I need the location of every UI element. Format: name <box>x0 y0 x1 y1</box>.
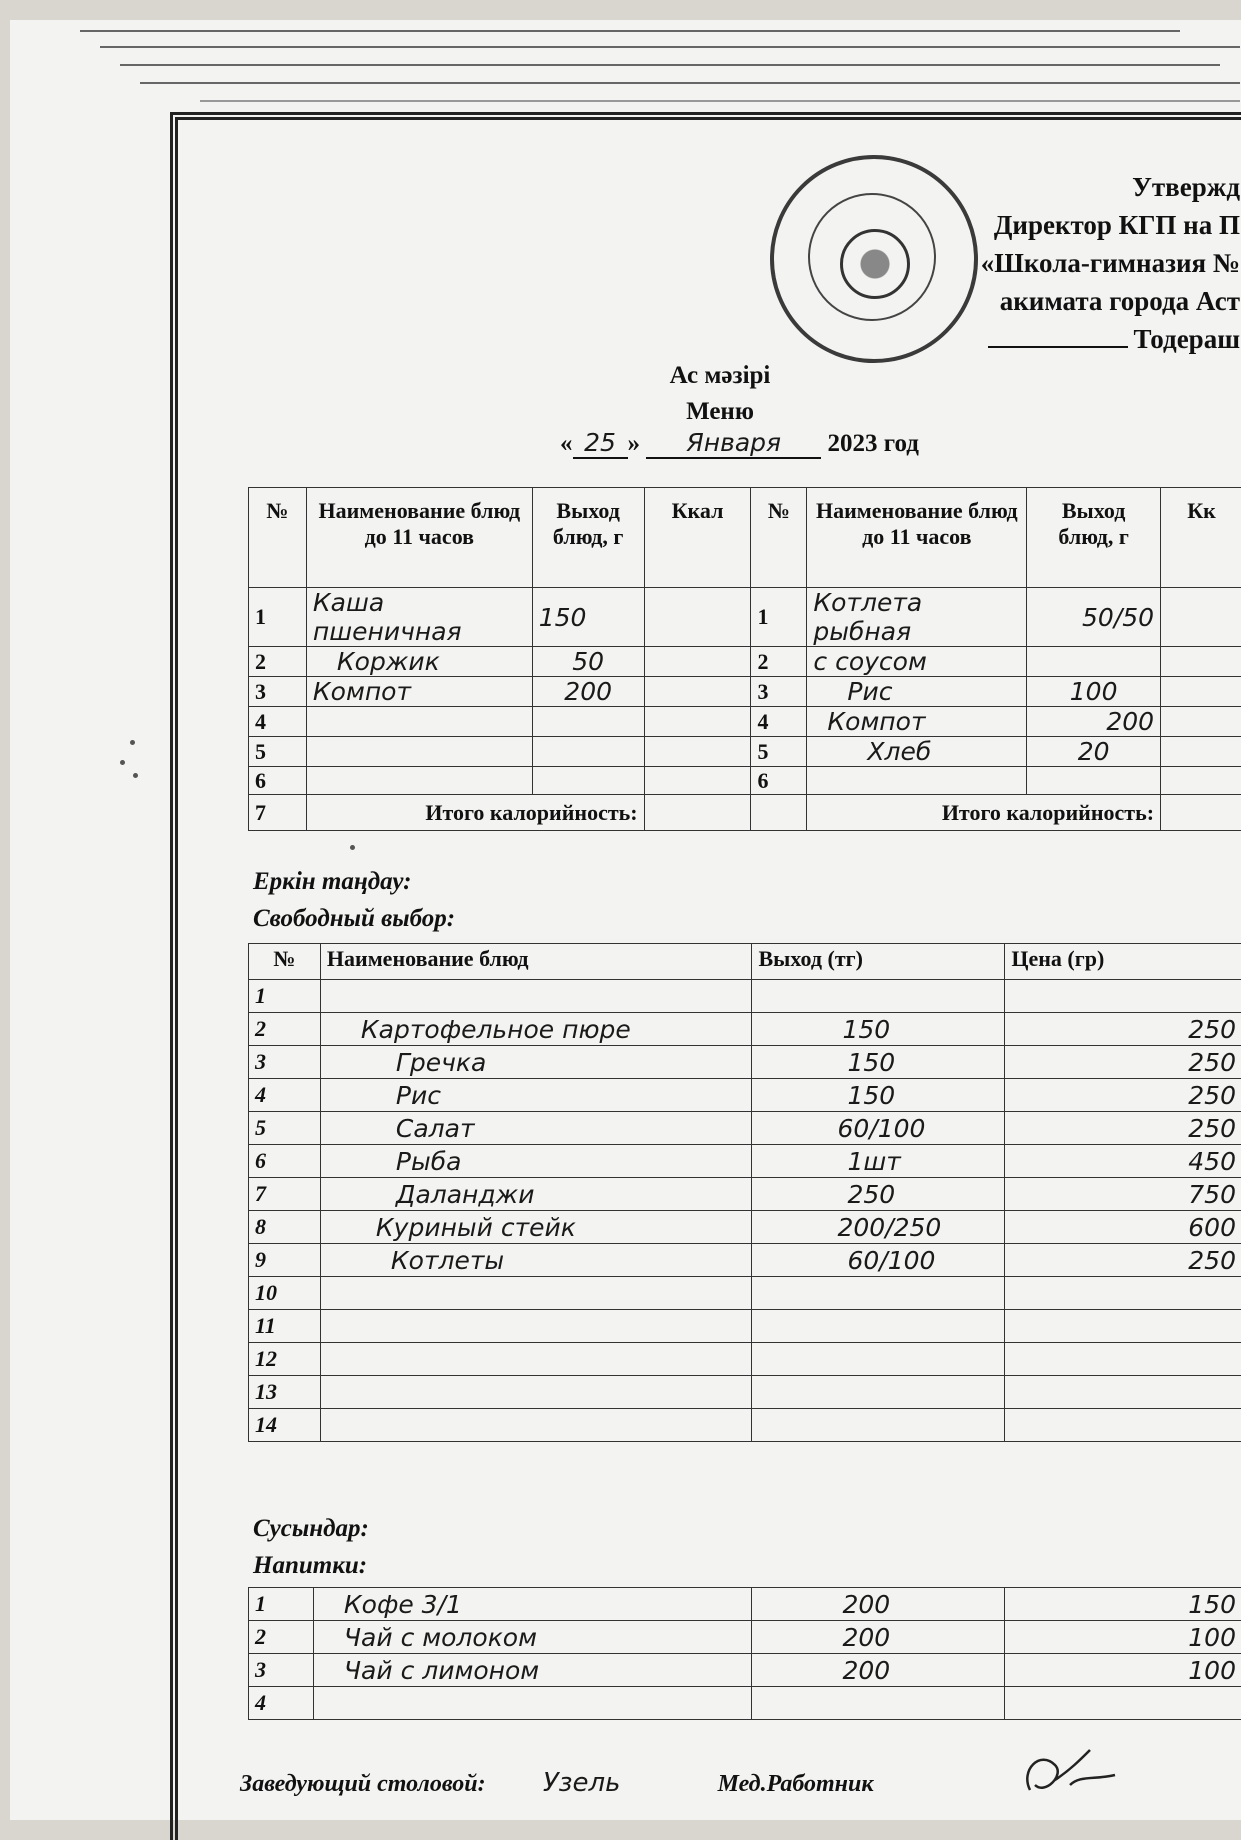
header-cell: Цена (гр) <box>1005 944 1241 980</box>
dish-name <box>306 737 532 767</box>
approval-line-5: Тодераш <box>1134 324 1240 354</box>
underlying-page-lines <box>80 30 1240 110</box>
row-number: 8 <box>249 1211 321 1244</box>
row-number: 3 <box>249 1654 314 1687</box>
dish-output <box>752 1310 1005 1343</box>
drink-name: Чай с молоком <box>313 1621 752 1654</box>
dish-price <box>1005 1376 1241 1409</box>
table-row <box>249 1621 1241 1654</box>
header-cell: № <box>249 944 321 980</box>
dish-weight: 50 <box>532 647 644 677</box>
header-cell: Ккал <box>644 488 751 588</box>
row-number: 4 <box>249 1079 321 1112</box>
row-number: 14 <box>249 1409 321 1442</box>
dish-weight <box>1027 647 1161 677</box>
dish-price <box>1005 980 1241 1013</box>
dish-price <box>1005 1310 1241 1343</box>
row-number: 6 <box>249 767 307 795</box>
drink-price: 100 <box>1005 1654 1241 1687</box>
med-worker-label: Мед.Работник <box>718 1771 874 1797</box>
row-number: 6 <box>751 767 807 795</box>
table-row <box>249 677 1241 707</box>
dish-output: 60/100 <box>752 1244 1005 1277</box>
approval-block <box>920 168 1240 358</box>
date-close-quote: » <box>628 430 641 457</box>
table-row <box>249 1376 1241 1409</box>
header-cell: № <box>751 488 807 588</box>
dish-price: 250 <box>1005 1013 1241 1046</box>
dish-name <box>320 1277 752 1310</box>
dish-price: 250 <box>1005 1046 1241 1079</box>
row-number: 2 <box>249 1621 314 1654</box>
dish-name: Коржик <box>306 647 532 677</box>
table-row <box>249 707 1241 737</box>
row-number: 12 <box>249 1343 321 1376</box>
table-row <box>249 1343 1241 1376</box>
kcal-cell <box>1161 707 1241 737</box>
table-row <box>249 737 1241 767</box>
header-cell: Выход (тг) <box>752 944 1005 980</box>
row-number: 10 <box>249 1277 321 1310</box>
dish-output: 1шт <box>752 1145 1005 1178</box>
header-cell: Наименование блюд до 11 часов <box>807 488 1027 588</box>
date-month: Января <box>646 428 821 459</box>
dish-price: 250 <box>1005 1244 1241 1277</box>
kcal-cell <box>1161 767 1241 795</box>
free-choice-table <box>248 943 1241 1442</box>
drink-output: 200 <box>752 1654 1005 1687</box>
date-day: 25 <box>573 428 628 459</box>
table-row <box>249 1046 1241 1079</box>
kcal-total-cell <box>1161 795 1241 831</box>
dish-name: Каша пшеничная <box>306 588 532 647</box>
kcal-cell <box>644 767 751 795</box>
table-row <box>249 1145 1241 1178</box>
row-number: 9 <box>249 1244 321 1277</box>
header-cell: Наименование блюд до 11 часов <box>306 488 532 588</box>
dish-name: Картофельное пюре <box>320 1013 752 1046</box>
dish-weight: 200 <box>532 677 644 707</box>
row-number: 1 <box>249 1588 314 1621</box>
row-number: 2 <box>751 647 807 677</box>
kcal-cell <box>1161 647 1241 677</box>
row-number: 3 <box>249 677 307 707</box>
free-choice-header <box>249 944 1241 980</box>
title-kz: Ас мәзірі <box>560 358 880 394</box>
date-open-quote: « <box>560 430 573 457</box>
row-number: 6 <box>249 1145 321 1178</box>
dish-name: Гречка <box>320 1046 752 1079</box>
dish-output: 200/250 <box>752 1211 1005 1244</box>
table-row <box>249 1244 1241 1277</box>
dish-weight <box>532 767 644 795</box>
dish-output <box>752 1409 1005 1442</box>
table-row <box>249 1409 1241 1442</box>
table-row <box>249 1079 1241 1112</box>
table-row <box>249 980 1241 1013</box>
dish-name: Котлета рыбная <box>807 588 1027 647</box>
table-row <box>249 588 1241 647</box>
manager-label: Заведующий столовой: <box>240 1771 486 1797</box>
dish-output: 150 <box>752 1046 1005 1079</box>
row-number: 1 <box>249 980 321 1013</box>
table-row <box>249 1310 1241 1343</box>
dish-weight: 50/50 <box>1027 588 1161 647</box>
kcal-cell <box>644 588 751 647</box>
footer-signatures <box>240 1768 874 1798</box>
dish-output: 250 <box>752 1178 1005 1211</box>
drink-price: 100 <box>1005 1621 1241 1654</box>
total-row <box>249 795 1241 831</box>
kcal-cell <box>644 737 751 767</box>
free-choice-title-ru: Свободный выбор: <box>253 905 455 933</box>
title-ru: Меню <box>560 394 880 430</box>
dish-weight <box>532 707 644 737</box>
table-row <box>249 1277 1241 1310</box>
header-cell: Выход блюд, г <box>1027 488 1161 588</box>
row-number: 13 <box>249 1376 321 1409</box>
drink-name: Кофе 3/1 <box>313 1588 752 1621</box>
kcal-cell <box>1161 677 1241 707</box>
table-row <box>249 1654 1241 1687</box>
menu-date <box>560 428 919 459</box>
table-row <box>249 767 1241 795</box>
row-number: 4 <box>751 707 807 737</box>
drink-output: 200 <box>752 1588 1005 1621</box>
dish-name: Куриный стейк <box>320 1211 752 1244</box>
dish-weight: 150 <box>532 588 644 647</box>
dish-price <box>1005 1409 1241 1442</box>
kcal-cell <box>644 677 751 707</box>
menu-table-header <box>249 488 1241 588</box>
dish-weight: 200 <box>1027 707 1161 737</box>
dish-output: 60/100 <box>752 1112 1005 1145</box>
dish-name: с соусом <box>807 647 1027 677</box>
dish-output <box>752 1343 1005 1376</box>
dish-name: Даланджи <box>320 1178 752 1211</box>
dish-price: 250 <box>1005 1079 1241 1112</box>
row-number: 3 <box>249 1046 321 1079</box>
row-number: 2 <box>249 647 307 677</box>
kcal-total-cell <box>644 795 751 831</box>
row-number: 4 <box>249 1687 314 1720</box>
dish-name: Рис <box>807 677 1027 707</box>
drink-name <box>313 1687 752 1720</box>
approval-line-3: «Школа-гимназия № <box>920 244 1240 282</box>
row-number: 7 <box>249 1178 321 1211</box>
row-number: 5 <box>249 737 307 767</box>
total-calories-label: Итого калорийность: <box>306 795 644 831</box>
dish-output <box>752 980 1005 1013</box>
dish-name <box>320 1343 752 1376</box>
dish-name <box>320 1310 752 1343</box>
row-number: 5 <box>249 1112 321 1145</box>
kcal-cell <box>644 647 751 677</box>
dish-name <box>807 767 1027 795</box>
dish-name <box>320 1376 752 1409</box>
free-choice-title-kz: Еркін таңдау: <box>253 868 411 896</box>
drink-output: 200 <box>752 1621 1005 1654</box>
dish-name <box>320 980 752 1013</box>
dish-price: 600 <box>1005 1211 1241 1244</box>
dish-name: Компот <box>306 677 532 707</box>
dish-weight <box>532 737 644 767</box>
dish-name <box>320 1409 752 1442</box>
table-row <box>249 647 1241 677</box>
dish-output <box>752 1376 1005 1409</box>
row-number: 7 <box>249 795 307 831</box>
row-number: 1 <box>249 588 307 647</box>
dish-price: 450 <box>1005 1145 1241 1178</box>
dish-name: Рис <box>320 1079 752 1112</box>
kcal-cell <box>1161 737 1241 767</box>
dish-name: Салат <box>320 1112 752 1145</box>
table-row <box>249 1687 1241 1720</box>
dish-price <box>1005 1343 1241 1376</box>
dish-price <box>1005 1277 1241 1310</box>
drinks-title-kz: Сусындар: <box>253 1515 369 1543</box>
approval-line-2: Директор КГП на П <box>920 206 1240 244</box>
menu-titles <box>560 358 880 430</box>
dish-name: Котлеты <box>320 1244 752 1277</box>
dish-weight: 100 <box>1027 677 1161 707</box>
kcal-cell <box>644 707 751 737</box>
kcal-cell <box>1161 588 1241 647</box>
row-number: 11 <box>249 1310 321 1343</box>
table-row <box>249 1211 1241 1244</box>
dish-name: Компот <box>807 707 1027 737</box>
total-calories-label: Итого калорийность: <box>807 795 1161 831</box>
dish-name: Рыба <box>320 1145 752 1178</box>
state-emblem-icon <box>840 229 910 299</box>
table-row <box>249 1588 1241 1621</box>
header-cell: Наименование блюд <box>320 944 752 980</box>
med-worker-signature <box>1010 1740 1120 1810</box>
dish-output: 150 <box>752 1079 1005 1112</box>
header-cell: № <box>249 488 307 588</box>
drinks-table <box>248 1587 1241 1720</box>
date-year: 2023 год <box>828 430 919 457</box>
dish-name <box>306 767 532 795</box>
drinks-title-ru: Напитки: <box>253 1552 367 1580</box>
dish-weight <box>1027 767 1161 795</box>
header-cell: Кк <box>1161 488 1241 588</box>
table-row <box>249 1178 1241 1211</box>
dish-name: Хлеб <box>807 737 1027 767</box>
dish-name <box>306 707 532 737</box>
table-row <box>249 1013 1241 1046</box>
row-number: 5 <box>751 737 807 767</box>
menu-table <box>248 487 1241 831</box>
dish-output: 150 <box>752 1013 1005 1046</box>
dish-output <box>752 1277 1005 1310</box>
dish-price: 750 <box>1005 1178 1241 1211</box>
empty-cell <box>751 795 807 831</box>
manager-signature: Узель <box>492 1768 672 1798</box>
director-signature-line <box>988 346 1128 348</box>
header-cell: Выход блюд, г <box>532 488 644 588</box>
approval-line-1: Утвержд <box>920 168 1240 206</box>
dish-weight: 20 <box>1027 737 1161 767</box>
row-number: 4 <box>249 707 307 737</box>
drink-price <box>1005 1687 1241 1720</box>
row-number: 2 <box>249 1013 321 1046</box>
row-number: 1 <box>751 588 807 647</box>
drink-price: 150 <box>1005 1588 1241 1621</box>
approval-line-4: акимата города Аст <box>920 282 1240 320</box>
drink-output <box>752 1687 1005 1720</box>
table-row <box>249 1112 1241 1145</box>
drink-name: Чай с лимоном <box>313 1654 752 1687</box>
dish-price: 250 <box>1005 1112 1241 1145</box>
row-number: 3 <box>751 677 807 707</box>
